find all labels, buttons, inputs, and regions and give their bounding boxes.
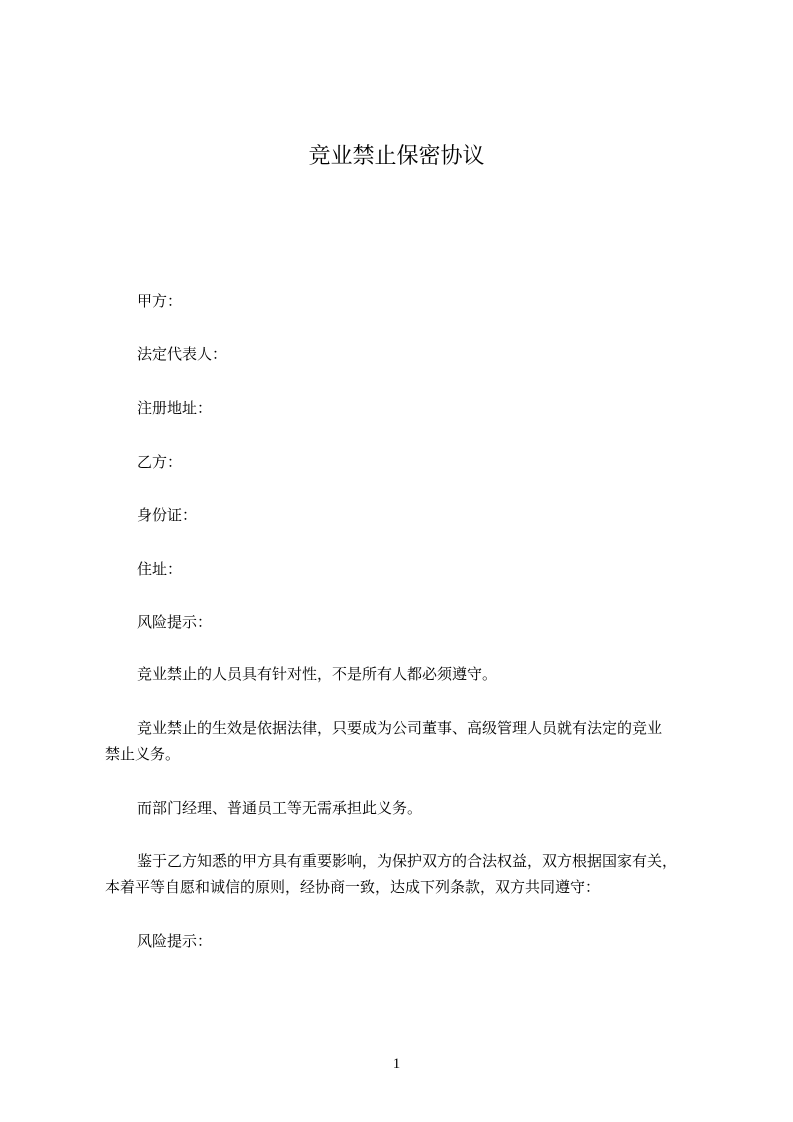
page-number: 1 [392, 1056, 401, 1072]
registered-address-field: 注册地址： [137, 399, 213, 417]
paragraph-recitals [105, 848, 715, 900]
id-card-field: 身份证： [137, 506, 198, 524]
paragraph-legal-effect-line-1: 竞业禁止的生效是依据法律，只要成为公司董事、高级管理人员就有法定的竞业 [137, 719, 663, 737]
paragraph-targeted-personnel: 竞业禁止的人员具有针对性，不是所有人都必须遵守。 [137, 665, 498, 683]
paragraph-recitals-line-1: 鉴于乙方知悉的甲方具有重要影响，为保护双方的合法权益，双方根据国家有关， [137, 852, 678, 870]
legal-representative-field: 法定代表人： [137, 345, 228, 363]
address-field: 住址： [137, 560, 183, 578]
document-title: 竞业禁止保密协议 [308, 144, 485, 169]
paragraph-recitals-line-2: 本着平等自愿和诚信的原则，经协商一致，达成下列条款，双方共同遵守： [105, 878, 601, 896]
paragraph-legal-effect-line-2: 禁止义务。 [105, 745, 181, 763]
party-b-field: 乙方： [137, 453, 183, 471]
paragraph-no-obligation: 而部门经理、普通员工等无需承担此义务。 [137, 799, 423, 817]
paragraph-legal-effect [105, 715, 715, 767]
party-a-field: 甲方： [137, 292, 183, 310]
risk-notice-heading-2: 风险提示： [137, 932, 213, 950]
risk-notice-heading: 风险提示： [137, 613, 213, 631]
